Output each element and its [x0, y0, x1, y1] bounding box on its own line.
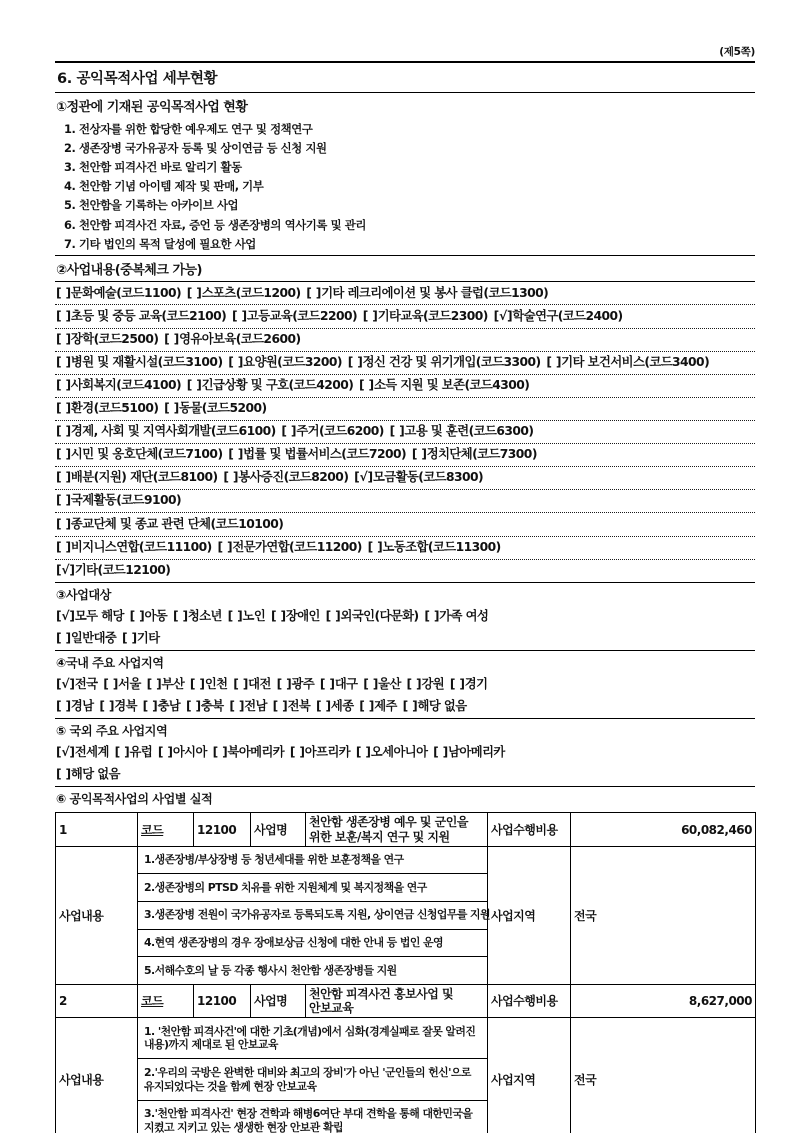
checkbox-empty-icon[interactable]: [ ]: [56, 285, 71, 300]
option-row: [55, 375, 755, 397]
checkbox-empty-icon[interactable]: [ ]: [99, 699, 115, 714]
option-label: 기타 보건서비스(코드3400): [561, 354, 710, 369]
checkbox-empty-icon[interactable]: [ ]: [56, 308, 71, 323]
overseas-region-options: [55, 742, 755, 786]
checkbox-empty-icon[interactable]: [ ]: [411, 447, 427, 462]
option-row: [55, 764, 755, 786]
purpose-item: 5. 천안함을 기록하는 아카이브 사업: [64, 198, 239, 213]
checkbox-empty-icon[interactable]: [ ]: [56, 331, 71, 346]
region-label: 사업지역: [488, 846, 571, 984]
checkbox-empty-icon[interactable]: [ ]: [189, 677, 205, 692]
checkbox-option[interactable]: [56, 309, 226, 323]
option-row: [55, 282, 755, 304]
checkbox-empty-icon[interactable]: [ ]: [212, 745, 228, 760]
option-label: 기타 레크리에이션 및 봉사 클럽(코드1300): [321, 285, 549, 300]
checkbox-option[interactable]: [56, 447, 223, 461]
option-label: 초등 및 중등 교육(코드2100): [70, 308, 227, 323]
option-label: 기타교육(코드2300): [377, 308, 488, 323]
checkbox-empty-icon[interactable]: [ ]: [121, 631, 137, 646]
project-detail-cell: [138, 929, 488, 957]
checkbox-option[interactable]: [273, 699, 311, 713]
checkbox-option[interactable]: [56, 517, 283, 531]
option-row: [55, 537, 755, 559]
purpose-item: 4. 천안함 기념 아이템 제작 및 판매, 기부: [64, 179, 264, 194]
option-label: 장학(코드2500): [70, 331, 159, 346]
option-label: 경제, 사회 및 지역사회개발(코드6100): [70, 424, 276, 439]
checkbox-empty-icon[interactable]: [ ]: [186, 285, 202, 300]
option-label: 광주: [291, 677, 315, 692]
project-cost: 60,082,460: [571, 813, 756, 846]
option-row: [55, 628, 755, 650]
business-content-options: [55, 282, 755, 581]
checkbox-empty-icon[interactable]: [ ]: [281, 424, 297, 439]
option-row: [55, 329, 755, 351]
checkbox-empty-icon[interactable]: [ ]: [217, 539, 233, 554]
option-label: 고등교육(코드2200): [246, 308, 358, 323]
checkbox-option[interactable]: [228, 609, 266, 623]
option-label: 국제활동(코드9100): [70, 493, 182, 508]
option-label: 노동조합(코드11300): [382, 539, 501, 554]
checkbox-empty-icon[interactable]: [ ]: [355, 745, 371, 760]
option-row: [55, 513, 755, 535]
option-label: 오세아니아: [370, 745, 428, 760]
option-label: 북아메리카: [227, 745, 285, 760]
checkbox-option[interactable]: [164, 332, 300, 346]
option-label: 전남: [244, 699, 267, 714]
option-label: 전국: [74, 677, 98, 692]
option-label: 인천: [204, 677, 228, 692]
checkbox-option-checked[interactable]: [56, 609, 124, 623]
checkbox-empty-icon[interactable]: [ ]: [56, 470, 71, 485]
option-label: 정신 건강 및 위기개입(코드3300): [362, 354, 541, 369]
checkbox-option[interactable]: [290, 745, 350, 759]
option-label: 노인: [242, 608, 266, 623]
option-label: 충북: [200, 699, 224, 714]
table-row: [56, 984, 756, 1017]
checkbox-empty-icon[interactable]: [ ]: [228, 447, 244, 462]
checkbox-option[interactable]: [56, 332, 158, 346]
checkbox-empty-icon[interactable]: [ ]: [389, 424, 405, 439]
option-row: [55, 674, 755, 696]
checkbox-empty-icon[interactable]: [ ]: [270, 608, 286, 623]
option-row: [55, 490, 755, 512]
option-label: 경북: [114, 699, 137, 714]
option-label: 환경(코드5100): [70, 401, 159, 416]
checkbox-option[interactable]: [122, 631, 160, 645]
option-label: 경남: [70, 699, 94, 714]
checkbox-empty-icon[interactable]: [ ]: [56, 767, 71, 782]
project-code: 12100: [194, 984, 251, 1017]
checkbox-empty-icon[interactable]: [ ]: [233, 677, 249, 692]
option-label: 사회복지(코드4100): [70, 377, 182, 392]
checkbox-empty-icon[interactable]: [ ]: [306, 285, 322, 300]
checkbox-option[interactable]: [56, 401, 158, 415]
checkbox-checked-icon[interactable]: [√]: [56, 677, 75, 692]
checkbox-option[interactable]: [186, 699, 224, 713]
checkbox-option[interactable]: [281, 424, 383, 438]
checkbox-option[interactable]: [56, 493, 181, 507]
checkbox-empty-icon[interactable]: [ ]: [56, 354, 71, 369]
option-label: 고용 및 훈련(코드6300): [404, 424, 534, 439]
option-label: 종교단체 및 종교 관련 단체(코드10100): [70, 516, 284, 531]
option-label: 전세계: [74, 745, 109, 760]
option-label: 울산: [378, 677, 401, 692]
option-label: 기타(코드12100): [74, 562, 171, 577]
region-label: 사업지역: [488, 1018, 571, 1133]
option-label: 동물(코드5200): [179, 401, 267, 416]
table-row: [56, 813, 756, 846]
checkbox-empty-icon[interactable]: [ ]: [157, 745, 173, 760]
code-label: 코드: [138, 984, 194, 1017]
option-row: [55, 560, 755, 582]
checkbox-option[interactable]: [56, 631, 116, 645]
purpose-list: [55, 118, 755, 255]
checkbox-checked-icon[interactable]: [√]: [354, 470, 373, 485]
project-cost: 8,627,000: [571, 984, 756, 1017]
content-label: 사업내용: [56, 846, 138, 984]
checkbox-option[interactable]: [187, 286, 301, 300]
checkbox-option[interactable]: [359, 378, 529, 392]
checkbox-option[interactable]: [356, 745, 428, 759]
option-row: [55, 467, 755, 489]
option-row: [55, 398, 755, 420]
checkbox-option[interactable]: [368, 540, 501, 554]
subsection-6-heading: ⑥ 공익목적사업의 사업별 실적: [56, 792, 213, 807]
checkbox-option[interactable]: [115, 745, 153, 759]
checkbox-option[interactable]: [217, 540, 361, 554]
checkbox-option[interactable]: [228, 447, 406, 461]
checkbox-empty-icon[interactable]: [ ]: [546, 354, 562, 369]
project-index: 1: [56, 813, 138, 846]
option-label: 봉사증진(코드8200): [238, 470, 349, 485]
project-name: 천안함 피격사건 홍보사업 및 안보교육: [306, 984, 488, 1017]
checkbox-empty-icon[interactable]: [ ]: [276, 677, 292, 692]
checkbox-empty-icon[interactable]: [ ]: [164, 331, 180, 346]
checkbox-checked-icon[interactable]: [√]: [56, 562, 75, 577]
checkbox-option[interactable]: [450, 677, 488, 691]
project-index: 2: [56, 984, 138, 1017]
checkbox-empty-icon[interactable]: [ ]: [319, 677, 335, 692]
checkbox-option[interactable]: [412, 447, 537, 461]
checkbox-checked-icon[interactable]: [√]: [493, 308, 513, 323]
option-label: 학술연구(코드2400): [512, 308, 623, 323]
checkbox-empty-icon[interactable]: [ ]: [359, 699, 375, 714]
checkbox-empty-icon[interactable]: [ ]: [172, 608, 188, 623]
page-title: 6. 공익목적사업 세부현황: [57, 71, 218, 87]
subsection-3-heading: ③사업대상: [56, 587, 111, 602]
option-row: [55, 444, 755, 466]
checkbox-option[interactable]: [233, 677, 271, 691]
checkbox-empty-icon[interactable]: [ ]: [56, 447, 71, 462]
project-region: 전국: [571, 846, 756, 984]
checkbox-option[interactable]: [213, 745, 285, 759]
project-name-label: 사업명: [251, 813, 306, 846]
project-name: 천안함 생존장병 예우 및 군인을 위한 보훈/복지 연구 및 지원: [306, 813, 488, 846]
checkbox-option[interactable]: [56, 286, 181, 300]
checkbox-option[interactable]: [433, 745, 505, 759]
checkbox-empty-icon[interactable]: [ ]: [289, 745, 305, 760]
checkbox-option[interactable]: [403, 699, 467, 713]
project-name-label: 사업명: [251, 984, 306, 1017]
project-detail-cell: [138, 1059, 488, 1100]
checkbox-option[interactable]: [56, 699, 94, 713]
checkbox-checked-icon[interactable]: [√]: [56, 608, 75, 623]
checkbox-option[interactable]: [143, 699, 181, 713]
option-label: 소득 지원 및 보존(코드4300): [373, 377, 530, 392]
project-detail-text: 2.'우리의 국방은 완벽한 대비와 최고의 장비'가 아닌 '군인들의 헌신'으로 유지되었다는 것을 함께 현장 안보교육: [144, 1065, 471, 1093]
purpose-item: 2. 생존장병 국가유공자 등록 및 상이연금 등 신청 지원: [64, 140, 327, 155]
option-label: 일반대중: [70, 631, 117, 646]
option-label: 대전: [248, 677, 271, 692]
option-label: 스포츠(코드1200): [201, 285, 301, 300]
project-code: 12100: [194, 813, 251, 846]
option-row: [55, 352, 755, 374]
option-label: 법률 및 법률서비스(코드7200): [243, 447, 407, 462]
checkbox-option[interactable]: [316, 699, 354, 713]
checkbox-option[interactable]: [190, 677, 228, 691]
checkbox-option[interactable]: [56, 767, 120, 781]
checkbox-empty-icon[interactable]: [ ]: [186, 377, 202, 392]
option-label: 강원: [421, 677, 445, 692]
checkbox-option[interactable]: [56, 355, 223, 369]
project-detail-text: 3.생존장병 전원이 국가유공자로 등록되도록 지원, 상이연금 신청업무를 지원: [144, 908, 490, 922]
checkbox-option[interactable]: [271, 609, 320, 623]
option-row: [55, 606, 755, 628]
checkbox-empty-icon[interactable]: [ ]: [129, 608, 145, 623]
checkbox-empty-icon[interactable]: [ ]: [406, 677, 422, 692]
option-label: 아프리카: [304, 745, 351, 760]
option-label: 요양원(코드3200): [243, 354, 342, 369]
option-label: 병원 및 재활시설(코드3100): [70, 354, 223, 369]
checkbox-option[interactable]: [173, 609, 222, 623]
checkbox-option[interactable]: [326, 609, 419, 623]
option-row: [55, 742, 755, 764]
checkbox-empty-icon[interactable]: [ ]: [325, 608, 341, 623]
checkbox-empty-icon[interactable]: [ ]: [315, 699, 331, 714]
content-label: 사업내용: [56, 1018, 138, 1133]
project-region: 전국: [571, 1018, 756, 1133]
performance-table: [55, 812, 756, 1133]
checkbox-option[interactable]: [348, 355, 541, 369]
checkbox-empty-icon[interactable]: [ ]: [164, 401, 180, 416]
checkbox-option[interactable]: [56, 540, 212, 554]
checkbox-empty-icon[interactable]: [ ]: [56, 401, 71, 416]
option-label: 대구: [334, 677, 358, 692]
checkbox-empty-icon[interactable]: [ ]: [146, 677, 162, 692]
checkbox-option[interactable]: [390, 424, 534, 438]
checkbox-empty-icon[interactable]: [ ]: [272, 699, 288, 714]
checkbox-empty-icon[interactable]: [ ]: [347, 354, 363, 369]
checkbox-option[interactable]: [424, 609, 488, 623]
project-detail-cell: [138, 1018, 488, 1059]
checkbox-empty-icon[interactable]: [ ]: [402, 699, 418, 714]
checkbox-empty-icon[interactable]: [ ]: [227, 608, 243, 623]
option-label: 세종: [330, 699, 354, 714]
cost-label: 사업수행비용: [488, 813, 571, 846]
checkbox-empty-icon[interactable]: [ ]: [56, 493, 71, 508]
subsection-1-heading: ①정관에 기재된 공익목적사업 현황: [56, 100, 248, 115]
checkbox-option[interactable]: [56, 378, 181, 392]
checkbox-empty-icon[interactable]: [ ]: [362, 308, 378, 323]
option-label: 영유아보육(코드2600): [179, 331, 301, 346]
option-label: 서울: [118, 677, 141, 692]
checkbox-empty-icon[interactable]: [ ]: [56, 424, 71, 439]
checkbox-option-checked[interactable]: [56, 745, 109, 759]
project-detail-text: 1.생존장병/부상장병 등 청년세대를 위한 보훈정책을 연구: [144, 853, 404, 867]
option-label: 아동: [144, 608, 168, 623]
purpose-item: 7. 기타 법인의 목적 달성에 필요한 사업: [64, 236, 256, 251]
project-detail-text: 1. '천안함 피격사건'에 대한 기초(개념)에서 심화(경계실패로 잘못 알려진 내용)까지 제대로 된 안보교육: [144, 1024, 476, 1052]
project-detail-text: 5.서해수호의 날 등 각종 행사시 천안함 생존장병들 지원: [144, 963, 397, 977]
checkbox-empty-icon[interactable]: [ ]: [56, 516, 71, 531]
option-label: 모금활동(코드8300): [372, 470, 484, 485]
option-label: 해당 없음: [70, 767, 120, 782]
checkbox-option-checked[interactable]: [56, 677, 98, 691]
option-row: [55, 305, 755, 327]
option-label: 정치단체(코드7300): [426, 447, 537, 462]
checkbox-empty-icon[interactable]: [ ]: [363, 677, 379, 692]
purpose-item: 6. 천안함 피격사건 자료, 증언 등 생존장병의 역사기록 및 관리: [64, 217, 366, 232]
checkbox-empty-icon[interactable]: [ ]: [231, 308, 247, 323]
option-label: 충남: [157, 699, 181, 714]
checkbox-empty-icon[interactable]: [ ]: [56, 631, 71, 646]
checkbox-option[interactable]: [158, 745, 207, 759]
option-label: 부산: [161, 677, 185, 692]
option-label: 시민 및 옹호단체(코드7100): [70, 447, 223, 462]
checkbox-option[interactable]: [228, 355, 342, 369]
checkbox-option[interactable]: [147, 677, 185, 691]
checkbox-option[interactable]: [130, 609, 168, 623]
option-label: 배분(지원) 재단(코드8100): [70, 470, 218, 485]
table-row: [56, 846, 756, 874]
checkbox-option-checked[interactable]: [56, 563, 170, 577]
option-label: 전북: [287, 699, 311, 714]
subsection-2-heading: ②사업내용(중복체크 가능): [56, 263, 202, 279]
project-detail-text: 4.현역 생존장병의 경우 장애보상금 신청에 대한 안내 등 법인 운영: [144, 936, 444, 950]
checkbox-option[interactable]: [320, 677, 358, 691]
subsection-5-heading: ⑤ 국외 주요 사업지역: [56, 724, 168, 739]
form-sheet: [55, 44, 755, 1133]
checkbox-empty-icon[interactable]: [ ]: [229, 699, 245, 714]
project-detail-text: 3.'천안함 피격사건' 현장 견학과 해병6여단 부대 견학을 통해 대한민국을 지켰고 지키고 있는 생생한 현장 안보관 확립: [144, 1107, 473, 1133]
checkbox-option[interactable]: [546, 355, 709, 369]
checkbox-empty-icon[interactable]: [ ]: [56, 539, 71, 554]
option-label: 비지니스연합(코드11100): [70, 539, 212, 554]
checkbox-option[interactable]: [187, 378, 354, 392]
checkbox-option[interactable]: [229, 699, 267, 713]
checkbox-option[interactable]: [407, 677, 445, 691]
checkbox-option[interactable]: [223, 470, 348, 484]
option-label: 문화예술(코드1100): [70, 285, 182, 300]
option-row: [55, 696, 755, 718]
checkbox-empty-icon[interactable]: [ ]: [114, 745, 130, 760]
checkbox-option[interactable]: [277, 677, 315, 691]
checkbox-option[interactable]: [103, 677, 141, 691]
option-label: 전문가연합(코드11200): [232, 539, 362, 554]
option-label: 남아메리카: [448, 745, 505, 760]
option-label: 외국인(다문화): [340, 608, 419, 623]
project-detail-cell: [138, 901, 488, 929]
option-label: 가족 여성: [439, 608, 489, 623]
checkbox-option-checked[interactable]: [494, 309, 623, 323]
checkbox-empty-icon[interactable]: [ ]: [367, 539, 383, 554]
checkbox-option[interactable]: [363, 309, 488, 323]
checkbox-option[interactable]: [56, 424, 276, 438]
option-label: 장애인: [285, 608, 320, 623]
option-label: 기타: [136, 631, 160, 646]
page-marker: (제5쪽): [719, 46, 755, 58]
project-detail-cell: [138, 874, 488, 902]
checkbox-option[interactable]: [363, 677, 401, 691]
checkbox-empty-icon[interactable]: [ ]: [223, 470, 239, 485]
checkbox-option[interactable]: [56, 470, 218, 484]
checkbox-option[interactable]: [306, 286, 548, 300]
checkbox-option[interactable]: [164, 401, 266, 415]
purpose-item: 1. 전상자를 위한 합당한 예우제도 연구 및 정책연구: [64, 121, 313, 136]
checkbox-empty-icon[interactable]: [ ]: [359, 377, 374, 392]
checkbox-empty-icon[interactable]: [ ]: [424, 608, 440, 623]
checkbox-empty-icon[interactable]: [ ]: [228, 354, 244, 369]
checkbox-option[interactable]: [359, 699, 397, 713]
option-label: 청소년: [187, 608, 222, 623]
checkbox-empty-icon[interactable]: [ ]: [56, 377, 71, 392]
business-target-options: [55, 606, 755, 650]
project-detail-cell: [138, 846, 488, 874]
option-label: 제주: [374, 699, 397, 714]
checkbox-empty-icon[interactable]: [ ]: [449, 677, 465, 692]
project-detail-cell: [138, 957, 488, 985]
option-label: 해당 없음: [417, 699, 467, 714]
checkbox-option[interactable]: [99, 699, 137, 713]
code-label: 코드: [138, 813, 194, 846]
option-label: 긴급상황 및 구호(코드4200): [201, 377, 354, 392]
checkbox-option-checked[interactable]: [354, 470, 483, 484]
option-label: 아시아: [172, 745, 207, 760]
cost-label: 사업수행비용: [488, 984, 571, 1017]
checkbox-empty-icon[interactable]: [ ]: [142, 699, 158, 714]
project-detail-cell: [138, 1100, 488, 1133]
checkbox-empty-icon[interactable]: [ ]: [56, 699, 71, 714]
option-label: 경기: [464, 677, 488, 692]
option-label: 모두 해당: [74, 608, 124, 623]
domestic-region-options: [55, 674, 755, 718]
option-row: [55, 421, 755, 443]
purpose-item: 3. 천안함 피격사건 바로 알리기 활동: [64, 159, 242, 174]
project-detail-text: 2.생존장병의 PTSD 치유를 위한 지원체계 및 복지정책을 연구: [144, 880, 427, 894]
checkbox-option[interactable]: [232, 309, 357, 323]
checkbox-empty-icon[interactable]: [ ]: [433, 745, 449, 760]
checkbox-empty-icon[interactable]: [ ]: [103, 677, 119, 692]
checkbox-empty-icon[interactable]: [ ]: [185, 699, 201, 714]
option-label: 주거(코드6200): [296, 424, 384, 439]
checkbox-checked-icon[interactable]: [√]: [56, 745, 75, 760]
subsection-4-heading: ④국내 주요 사업지역: [56, 655, 164, 670]
option-label: 유럽: [129, 745, 153, 760]
table-row: [56, 1018, 756, 1059]
